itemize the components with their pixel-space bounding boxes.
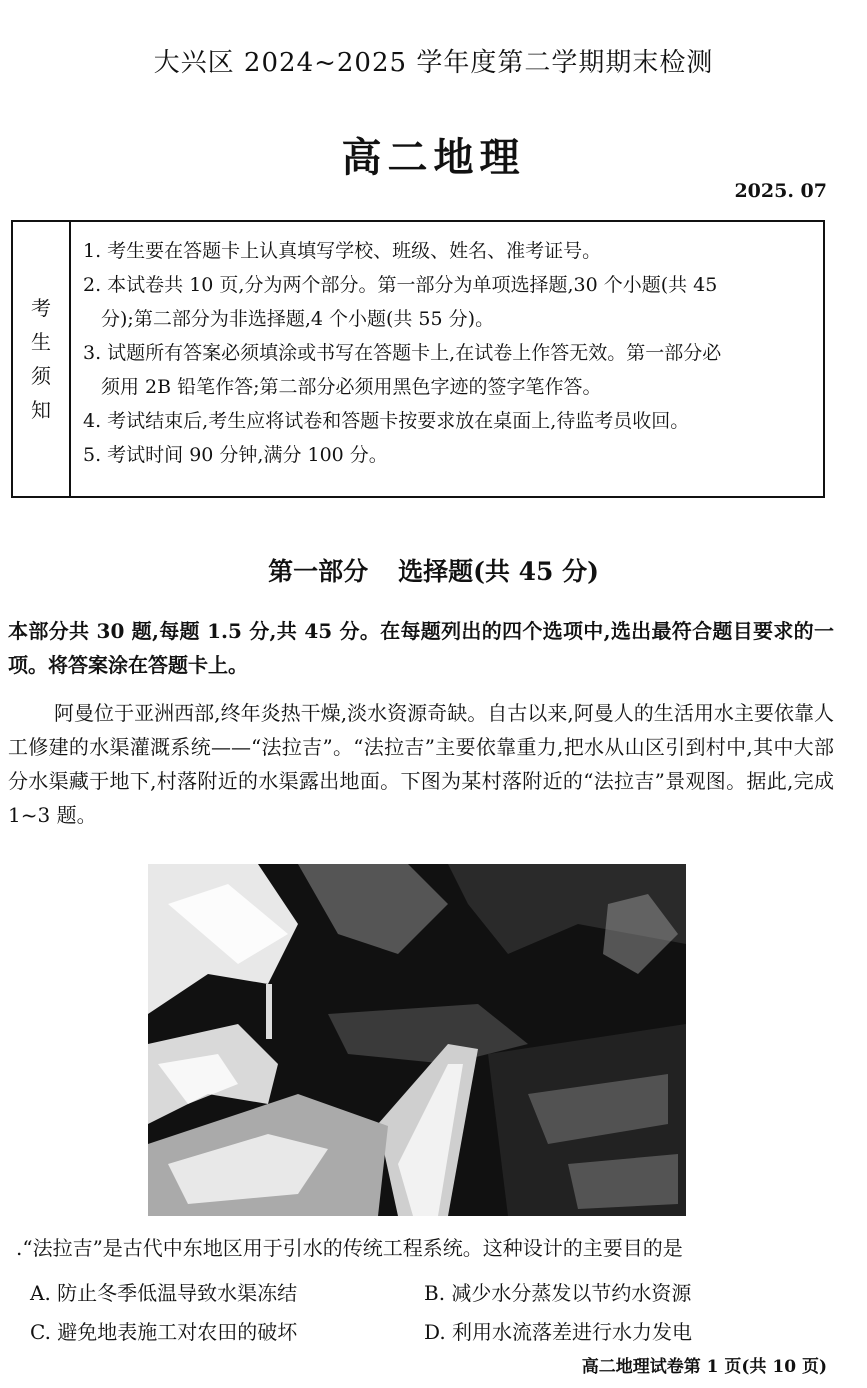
notice-label-char: 考 [31,296,51,320]
option-b: B. 减少水分蒸发以节约水资源 [424,1281,692,1305]
option-c: C. 避免地表施工对农田的破坏 [30,1320,298,1344]
part-one-title [0,552,867,588]
notice-label-char: 须 [31,364,51,388]
page-footer: 高二地理试卷第 1 页(共 10 页) [581,1357,827,1377]
option-a: A. 防止冬季低温导致水渠冻结 [30,1281,298,1305]
notice-label [13,222,71,496]
part-one-title-b: 选择题(共 45 分) [398,557,599,586]
notice-item-3: 3. 试题所有答案必须填涂或书写在答题卡上,在试卷上作答无效。第一部分必 [83,342,722,364]
question-stem: .“法拉吉”是古代中东地区用于引水的传统工程系统。这种设计的主要目的是 [16,1236,683,1260]
notice-item-1: 1. 考生要在答题卡上认真填写学校、班级、姓名、准考证号。 [83,240,602,262]
exam-header: 大兴区 2024~2025 学年度第二学期期末检测 [153,48,714,78]
notice-label-char: 生 [31,330,51,354]
notice-item-5: 5. 考试时间 90 分钟,满分 100 分。 [83,444,388,466]
notice-item-2-cont: 分);第二部分为非选择题,4 个小题(共 55 分)。 [101,308,495,330]
reading-passage [8,696,834,832]
subject-title: 高二地理 [341,134,526,181]
notice-items [71,222,823,496]
notice-item-2: 2. 本试卷共 10 页,分为两个部分。第一部分为单项选择题,30 个小题(共 45 [83,274,718,296]
notice-item-3-cont: 须用 2B 铅笔作答;第二部分必须用黑色字迹的签字笔作答。 [101,376,602,398]
part-one-instructions: 本部分共 30 题,每题 1.5 分,共 45 分。在每题列出的四个选项中,选出最符合题目要求的一项。将答案涂在答题卡上。 [8,619,834,677]
part-one-title-a: 第一部分 [268,557,369,586]
candidate-notice-box [11,220,825,498]
option-d: D. 利用水流落差进行水力发电 [424,1320,693,1344]
passage-text: 阿曼位于亚洲西部,终年炎热干燥,淡水资源奇缺。自古以来,阿曼人的生活用水主要依靠人工修建的水渠灌溉系统——“法拉吉”。“法拉吉”主要依靠重力,把水从山区引到村中,其中大部分水渠藏于地下,村落附近的水渠露出地面。下图为某村落附近的“法拉吉”景观图。据此,完成 1~3 题。 [8,701,834,827]
falaj-landscape-photo [148,864,686,1216]
notice-label-char: 知 [31,398,51,422]
notice-item-4: 4. 考试结束后,考生应将试卷和答题卡按要求放在桌面上,待监考员收回。 [83,410,690,432]
exam-date: 2025. 07 [734,180,827,202]
